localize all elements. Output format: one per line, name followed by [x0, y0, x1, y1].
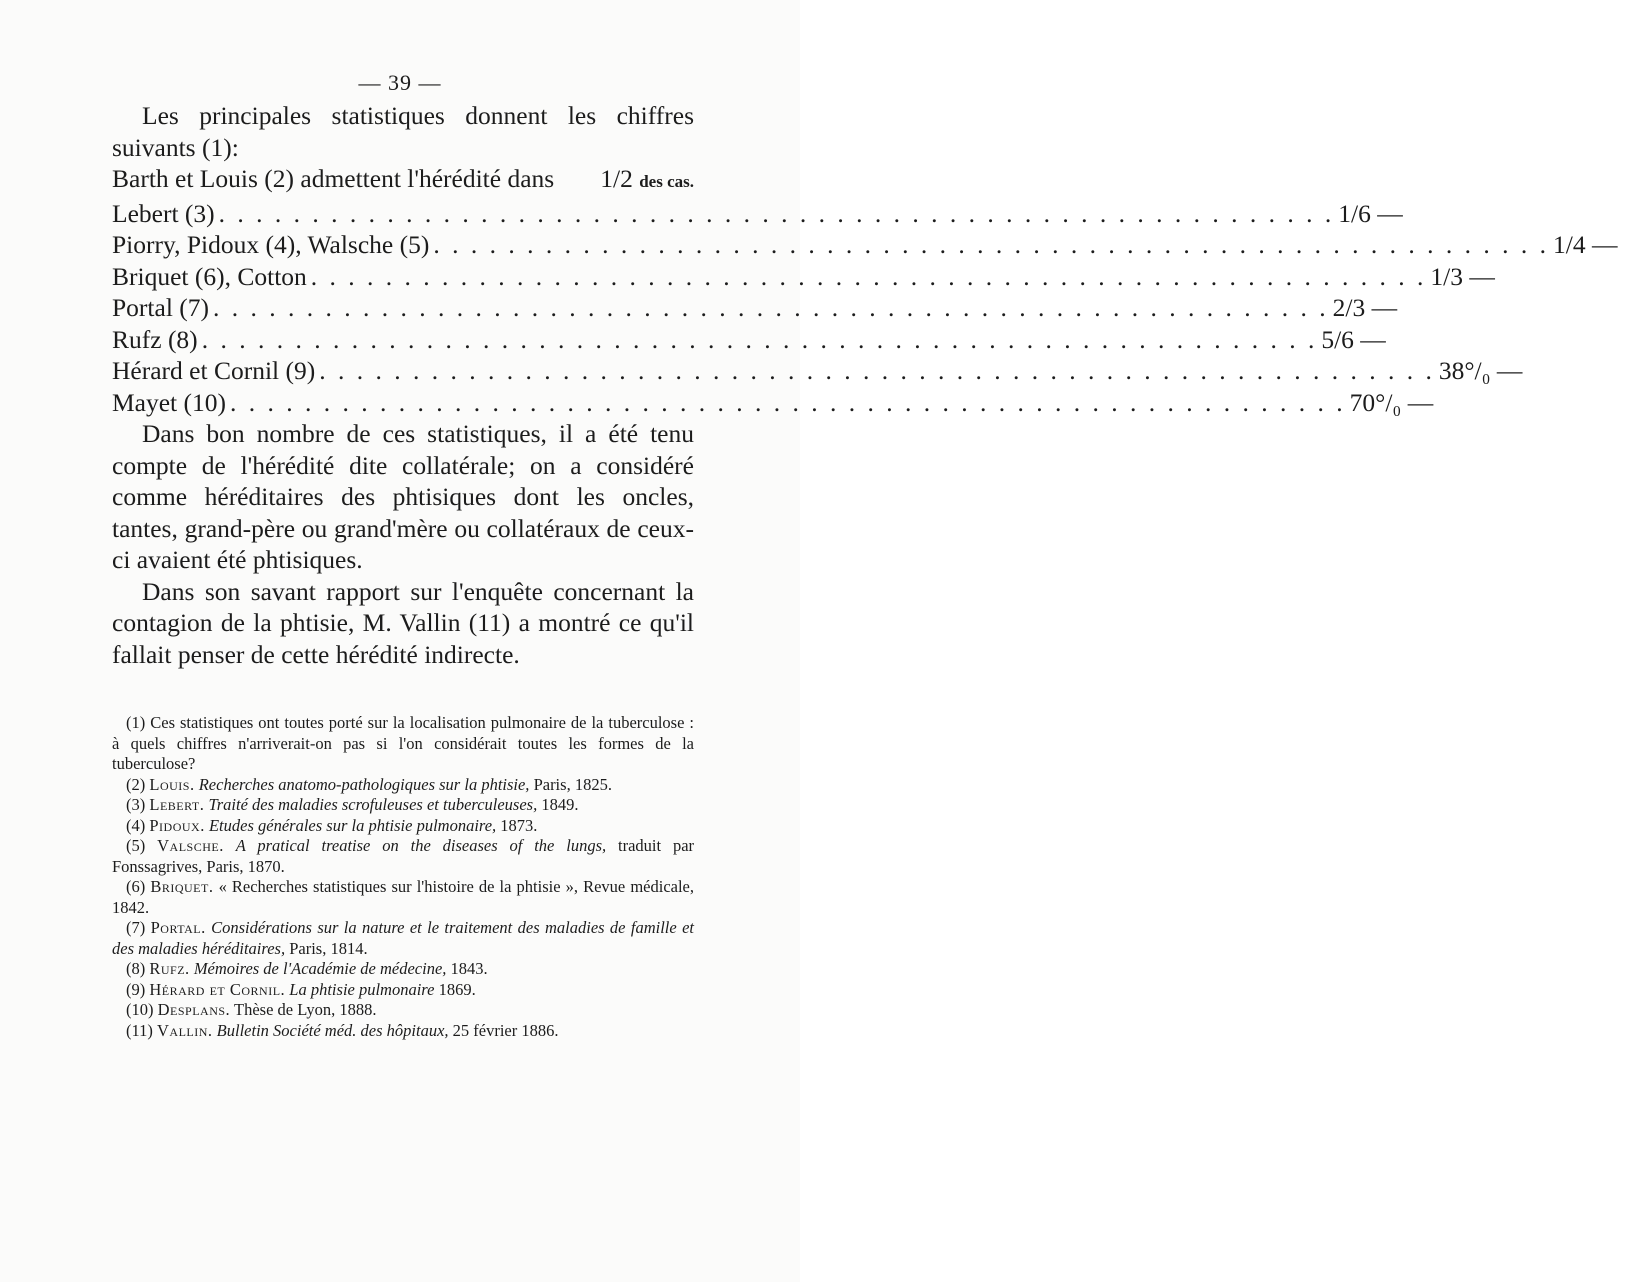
stat-name: Briquet (6), Cotton: [112, 261, 307, 291]
stat-name: Mayet (10): [112, 387, 227, 417]
stat-value: 70°/₀ —: [1349, 387, 1434, 417]
page-number: — 39 —: [358, 70, 442, 95]
stat-row: [112, 229, 1618, 261]
dot-leader: . . . . . . . . . . . . . . . . . . . . . . . . . . . . . . . . . . . . . . . . . . . . . . . . . . . . . . . . . . . .: [213, 293, 1329, 322]
stat-name: Lebert (3): [112, 198, 215, 228]
dot-leader: . . . . . . . . . . . . . . . . . . . . . . . . . . . . . . . . . . . . . . . . . . . . . . . . . . . . . . . . . . . .: [201, 324, 1318, 354]
footnote-author: Hérard et Cornil.: [149, 979, 286, 999]
stat-name: Rufz (8): [112, 324, 198, 354]
footnote-title: Considérations sur la nature et le traitement des maladies de famille et des maladies héréditaires,: [112, 918, 694, 958]
footnote-text: 1869.: [438, 979, 476, 999]
stat-value: 2/3 —: [1332, 293, 1398, 322]
footnote-author: Louis.: [149, 774, 195, 794]
stat-row: [112, 198, 1403, 230]
footnote-text: Paris, 1814.: [289, 938, 368, 958]
stat-value: 1/6 —: [1338, 198, 1403, 228]
footnote: [112, 980, 694, 1001]
stat-value: 1/3 —: [1430, 261, 1495, 291]
footnote-number: (4): [126, 815, 146, 835]
footnote: [112, 816, 694, 837]
footnote-title: Bulletin Société méd. des hôpitaux,: [216, 1020, 449, 1040]
footnote-author: Portal.: [150, 918, 206, 937]
footnote: [112, 1000, 694, 1021]
intro-paragraph: Les principales statistiques donnent les chiffres suivants (1):: [112, 101, 694, 162]
footnote-author: Pidoux.: [149, 815, 205, 835]
stat-row: [112, 355, 1523, 387]
footnote-title: La phtisie pulmonaire: [289, 979, 435, 999]
footnote-author: Desplans.: [157, 1000, 231, 1019]
dot-leader: . . . . . . . . . . . . . . . . . . . . . . . . . . . . . . . . . . . . . . . . . . . . . . . . . . . . . . . . . . . .: [310, 261, 1427, 291]
footnote-text: traduit par Fonssagrives, Paris, 1870.: [112, 836, 695, 876]
footnote-title: A pratical treatise on the diseases of the lungs,: [235, 836, 607, 855]
footnotes: [112, 713, 694, 1041]
footnote-number: (7): [126, 918, 146, 937]
footnote-number: (8): [126, 959, 146, 978]
footnote-number: (5): [126, 836, 146, 855]
footnote: [112, 959, 694, 980]
dot-leader: . . . . . . . . . . . . . . . . . . . . . . . . . . . . . . . . . . . . . . . . . . . . . . . . . . . . . . . . . . . .: [218, 198, 1335, 228]
footnote-author: Rufz.: [149, 959, 190, 978]
stat-row: [112, 261, 1495, 293]
footnote-number: (10): [126, 1000, 154, 1019]
stat-value: 1/4 —: [1552, 230, 1618, 259]
footnote-number: (3): [126, 795, 146, 814]
footnote: [112, 877, 694, 918]
stat-suffix: des cas.: [639, 172, 694, 191]
main-text: [112, 100, 1618, 670]
stat-row-first: [112, 163, 694, 198]
stat-name: Hérard et Cornil (9): [112, 356, 316, 385]
stat-value: 1/2: [600, 164, 633, 193]
footnote-number: (9): [126, 979, 146, 999]
footnote-author: Valsche.: [157, 836, 224, 855]
paragraph-vallin: Dans son savant rapport sur l'enquête concernant la contagion de la phtisie, M. Vallin (11) a montré ce qu'il fallait penser de cette hérédité indirecte.: [112, 576, 694, 669]
footnote-text: 25 février 1886.: [452, 1020, 559, 1040]
footnote-title: Recherches anatomo-pathologiques sur la phtisie,: [198, 774, 530, 794]
footnote-author: Vallin.: [157, 1020, 213, 1040]
footnote-number: (1): [126, 713, 146, 732]
stat-value: 38°/₀ —: [1438, 356, 1523, 385]
footnote-title: Etudes générales sur la phtisie pulmonaire,: [208, 815, 497, 835]
footnote-number: (11): [126, 1020, 153, 1040]
footnote-author: Lebert.: [149, 795, 205, 814]
dot-leader: . . . . . . . . . . . . . . . . . . . . . . . . . . . . . . . . . . . . . . . . . . . . . . . . . . . . . . . . . . . .: [230, 387, 1346, 417]
footnote-text: Thèse de Lyon, 1888.: [234, 1000, 377, 1019]
stat-row: [112, 387, 1434, 419]
stat-value: 5/6 —: [1321, 324, 1386, 354]
stat-row: [112, 292, 1398, 324]
footnote-text: « Recherches statistiques sur l'histoire de la phtisie », Revue médicale, 1842.: [112, 877, 694, 917]
stat-name: Barth et Louis (2) admettent l'hérédité dans: [112, 164, 555, 193]
footnote: [112, 775, 694, 796]
footnote-title: Traité des maladies scrofuleuses et tuberculeuses,: [208, 795, 538, 814]
footnote-number: (2): [126, 774, 146, 794]
footnote-text: Paris, 1825.: [533, 774, 612, 794]
footnote: [112, 1021, 694, 1042]
footnote: [112, 918, 694, 959]
footnote-text: 1873.: [500, 815, 538, 835]
stat-name: Piorry, Pidoux (4), Walsche (5): [112, 230, 430, 259]
footnote: [112, 713, 694, 775]
stat-list: [112, 198, 1618, 419]
footnote-text: 1849.: [541, 795, 579, 814]
footnote-number: (6): [126, 877, 146, 896]
footnote-text: Ces statistiques ont toutes porté sur la localisation pulmonaire de la tuberculose : à quels chiffres n'arriverait-on pas si l'on considérait toutes les formes de la tuberculose?: [112, 713, 695, 773]
stat-row: [112, 324, 1386, 356]
footnote: [112, 795, 694, 816]
paragraph-collateral: Dans bon nombre de ces statistiques, il a été tenu compte de l'hérédité dite collatérale; on a considéré comme héréditaires des phtisiques dont les oncles, tantes, grand-père ou grand'mère ou collatéraux de ceux-ci avaient été phtisiques.: [112, 419, 694, 574]
footnote-text: 1843.: [450, 959, 488, 978]
stat-name: Portal (7): [112, 293, 210, 322]
footnote: [112, 836, 694, 877]
footnote-title: Mémoires de l'Académie de médecine,: [193, 959, 447, 978]
dot-leader: . . . . . . . . . . . . . . . . . . . . . . . . . . . . . . . . . . . . . . . . . . . . . . . . . . . . . . . . . . . .: [433, 230, 1549, 259]
footnote-author: Briquet.: [150, 877, 214, 896]
dot-leader: . . . . . . . . . . . . . . . . . . . . . . . . . . . . . . . . . . . . . . . . . . . . . . . . . . . . . . . . . . . .: [319, 356, 1435, 385]
